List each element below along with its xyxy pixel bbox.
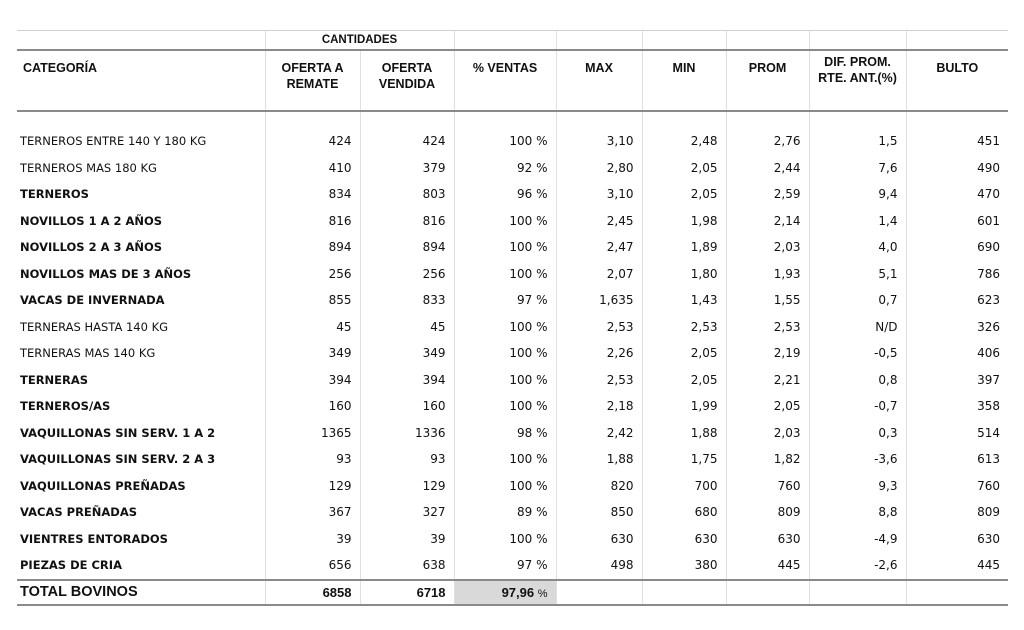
- cell-vendida: 816: [360, 208, 454, 235]
- table-row: [17, 234, 1008, 261]
- cell-category: VACAS DE INVERNADA: [20, 293, 165, 308]
- cell-max: 2,07: [556, 261, 642, 288]
- cell-dif: N/D: [809, 314, 906, 341]
- cell-dif: 4,0: [809, 234, 906, 261]
- cell-vendida: 394: [360, 367, 454, 394]
- cell-bulto: 470: [906, 181, 1008, 208]
- cell-max: 2,53: [556, 367, 642, 394]
- cell-min: 2,53: [642, 314, 726, 341]
- cell-bulto: 601: [906, 208, 1008, 235]
- cell-bulto: 514: [906, 420, 1008, 447]
- cell-vendida: 1336: [360, 420, 454, 447]
- cell-vendida: 129: [360, 473, 454, 500]
- cell-dif: 7,6: [809, 155, 906, 182]
- cell-prom: 630: [726, 526, 809, 553]
- cell-min: 2,05: [642, 181, 726, 208]
- table-row: [17, 155, 1008, 182]
- cell-oferta: 816: [265, 208, 360, 235]
- cell-max: 3,10: [556, 181, 642, 208]
- cell-category: PIEZAS DE CRIA: [20, 558, 122, 573]
- table-row: [17, 473, 1008, 500]
- cell-prom: 445: [726, 552, 809, 580]
- cell-category: TERNERAS HASTA 140 KG: [20, 319, 169, 334]
- cell-min: 1,75: [642, 446, 726, 473]
- table-row: [17, 128, 1008, 155]
- cell-category: NOVILLOS 1 A 2 AÑOS: [20, 213, 163, 228]
- cell-category: VAQUILLONAS SIN SERV. 2 A 3: [20, 452, 216, 467]
- cell-category: NOVILLOS 2 A 3 AÑOS: [20, 240, 163, 255]
- cell-vendida: 894: [360, 234, 454, 261]
- cell-bulto: 358: [906, 393, 1008, 420]
- cell-max: 1,635: [556, 287, 642, 314]
- cell-bulto: 690: [906, 234, 1008, 261]
- cell-oferta: 129: [265, 473, 360, 500]
- col-header-min: MIN: [642, 50, 726, 111]
- cell-min: 630: [642, 526, 726, 553]
- cell-oferta: 349: [265, 340, 360, 367]
- cell-max: 2,45: [556, 208, 642, 235]
- cell-prom: 2,03: [726, 234, 809, 261]
- cell-dif: 0,8: [809, 367, 906, 394]
- cell-vendida: 803: [360, 181, 454, 208]
- cell-max: 850: [556, 499, 642, 526]
- cell-ventas: 97 %: [454, 287, 556, 314]
- cell-ventas: 100 %: [454, 314, 556, 341]
- cell-dif: -0,7: [809, 393, 906, 420]
- cattle-sales-table: [17, 30, 1008, 606]
- cell-category: TERNERAS MAS 140 KG: [20, 346, 156, 361]
- cell-category: VAQUILLONAS SIN SERV. 1 A 2: [20, 425, 216, 440]
- cell-vendida: 256: [360, 261, 454, 288]
- table-row: [17, 208, 1008, 235]
- col-header-oferta-vendida: OFERTA VENDIDA: [360, 50, 454, 111]
- cell-oferta: 894: [265, 234, 360, 261]
- cell-ventas: 96 %: [454, 181, 556, 208]
- cell-category: TERNEROS: [20, 187, 89, 202]
- cell-max: 1,88: [556, 446, 642, 473]
- table-row: [17, 261, 1008, 288]
- cell-ventas: 100 %: [454, 208, 556, 235]
- cell-oferta: 834: [265, 181, 360, 208]
- total-oferta-remate: 6858: [265, 580, 360, 605]
- cell-prom: 1,93: [726, 261, 809, 288]
- column-header-row: [17, 50, 1008, 111]
- cell-dif: 9,3: [809, 473, 906, 500]
- cell-vendida: 39: [360, 526, 454, 553]
- cell-max: 2,18: [556, 393, 642, 420]
- cell-prom: 2,59: [726, 181, 809, 208]
- cell-category: TERNEROS ENTRE 140 Y 180 KG: [20, 134, 207, 149]
- cell-vendida: 379: [360, 155, 454, 182]
- cell-bulto: 451: [906, 128, 1008, 155]
- cell-bulto: 397: [906, 367, 1008, 394]
- total-ventas-unit: %: [537, 587, 548, 600]
- cell-prom: 2,44: [726, 155, 809, 182]
- cell-category: VAQUILLONAS PREÑADAS: [20, 478, 186, 493]
- cell-prom: 2,05: [726, 393, 809, 420]
- cell-bulto: 613: [906, 446, 1008, 473]
- cell-dif: -2,6: [809, 552, 906, 580]
- cell-category: NOVILLOS MAS DE 3 AÑOS: [20, 266, 192, 281]
- cell-bulto: 406: [906, 340, 1008, 367]
- cell-vendida: 93: [360, 446, 454, 473]
- total-label: TOTAL BOVINOS: [17, 580, 265, 605]
- group-header-row: [17, 31, 1008, 51]
- cell-category: VIENTRES ENTORADOS: [20, 531, 168, 546]
- cell-oferta: 656: [265, 552, 360, 580]
- table-row: [17, 552, 1008, 580]
- cell-dif: 0,7: [809, 287, 906, 314]
- col-header-prom: PROM: [726, 50, 809, 111]
- col-header-ventas: % VENTAS: [454, 50, 556, 111]
- col-header-bulto: BULTO: [906, 50, 1008, 111]
- cell-oferta: 410: [265, 155, 360, 182]
- spacer-row: [17, 111, 1008, 128]
- cell-min: 1,88: [642, 420, 726, 447]
- cell-dif: 5,1: [809, 261, 906, 288]
- cell-ventas: 100 %: [454, 367, 556, 394]
- col-header-oferta-remate: OFERTA A REMATE: [265, 50, 360, 111]
- cell-bulto: 760: [906, 473, 1008, 500]
- col-header-categoria: CATEGORÍA: [17, 50, 265, 111]
- table-row: [17, 393, 1008, 420]
- cell-ventas: 97 %: [454, 552, 556, 580]
- cell-bulto: 630: [906, 526, 1008, 553]
- cell-bulto: 445: [906, 552, 1008, 580]
- cell-bulto: 326: [906, 314, 1008, 341]
- table-row: [17, 446, 1008, 473]
- table-row: [17, 181, 1008, 208]
- cell-min: 380: [642, 552, 726, 580]
- table-row: [17, 420, 1008, 447]
- cell-dif: 1,4: [809, 208, 906, 235]
- cell-min: 1,89: [642, 234, 726, 261]
- cell-min: 2,05: [642, 367, 726, 394]
- cell-bulto: 786: [906, 261, 1008, 288]
- cell-max: 2,26: [556, 340, 642, 367]
- cell-prom: 1,82: [726, 446, 809, 473]
- cell-prom: 2,03: [726, 420, 809, 447]
- cell-dif: 0,3: [809, 420, 906, 447]
- cell-prom: 2,19: [726, 340, 809, 367]
- cell-ventas: 89 %: [454, 499, 556, 526]
- cell-oferta: 256: [265, 261, 360, 288]
- cell-ventas: 100 %: [454, 261, 556, 288]
- cell-bulto: 809: [906, 499, 1008, 526]
- cell-prom: 2,53: [726, 314, 809, 341]
- cell-ventas: 100 %: [454, 234, 556, 261]
- table-row: [17, 499, 1008, 526]
- cell-ventas: 92 %: [454, 155, 556, 182]
- total-ventas: [454, 580, 556, 605]
- cell-oferta: 45: [265, 314, 360, 341]
- cell-vendida: 833: [360, 287, 454, 314]
- cell-min: 680: [642, 499, 726, 526]
- cell-oferta: 1365: [265, 420, 360, 447]
- cell-ventas: 100 %: [454, 340, 556, 367]
- total-ventas-value: 97,96: [501, 584, 535, 600]
- cell-ventas: 100 %: [454, 393, 556, 420]
- table-row: [17, 314, 1008, 341]
- cell-prom: 760: [726, 473, 809, 500]
- cell-ventas: 100 %: [454, 446, 556, 473]
- cell-prom: 2,76: [726, 128, 809, 155]
- cell-oferta: 39: [265, 526, 360, 553]
- cell-oferta: 160: [265, 393, 360, 420]
- cell-max: 2,80: [556, 155, 642, 182]
- cell-min: 1,98: [642, 208, 726, 235]
- cell-prom: 1,55: [726, 287, 809, 314]
- cell-vendida: 45: [360, 314, 454, 341]
- cell-category: TERNEROS/AS: [20, 399, 111, 414]
- cell-max: 2,53: [556, 314, 642, 341]
- cell-dif: 8,8: [809, 499, 906, 526]
- cell-category: TERNERAS: [20, 372, 89, 387]
- cell-vendida: 349: [360, 340, 454, 367]
- cell-min: 2,05: [642, 340, 726, 367]
- cell-bulto: 490: [906, 155, 1008, 182]
- table-row: [17, 526, 1008, 553]
- cell-prom: 2,14: [726, 208, 809, 235]
- cell-oferta: 93: [265, 446, 360, 473]
- cell-vendida: 424: [360, 128, 454, 155]
- table-row: [17, 367, 1008, 394]
- cell-vendida: 327: [360, 499, 454, 526]
- col-header-max: MAX: [556, 50, 642, 111]
- cantidades-group-label: CANTIDADES: [265, 31, 454, 51]
- cell-ventas: 100 %: [454, 128, 556, 155]
- cell-min: 1,99: [642, 393, 726, 420]
- cell-ventas: 100 %: [454, 473, 556, 500]
- cell-oferta: 855: [265, 287, 360, 314]
- col-header-dif-prom: DIF. PROM. RTE. ANT.(%): [809, 50, 906, 111]
- cell-vendida: 638: [360, 552, 454, 580]
- total-row: [17, 580, 1008, 605]
- cell-prom: 2,21: [726, 367, 809, 394]
- cell-max: 2,42: [556, 420, 642, 447]
- cell-dif: -3,6: [809, 446, 906, 473]
- cell-ventas: 98 %: [454, 420, 556, 447]
- total-oferta-vendida: 6718: [360, 580, 454, 605]
- cell-dif: -4,9: [809, 526, 906, 553]
- table-row: [17, 340, 1008, 367]
- sales-table-sheet: [17, 30, 1008, 606]
- table-row: [17, 287, 1008, 314]
- cell-oferta: 394: [265, 367, 360, 394]
- cell-min: 1,80: [642, 261, 726, 288]
- cell-min: 2,05: [642, 155, 726, 182]
- cell-oferta: 367: [265, 499, 360, 526]
- cell-ventas: 100 %: [454, 526, 556, 553]
- cell-dif: 9,4: [809, 181, 906, 208]
- cell-category: TERNEROS MAS 180 KG: [20, 160, 157, 175]
- cell-max: 498: [556, 552, 642, 580]
- cell-max: 2,47: [556, 234, 642, 261]
- cell-category: VACAS PREÑADAS: [20, 505, 138, 520]
- cell-max: 820: [556, 473, 642, 500]
- cell-max: 3,10: [556, 128, 642, 155]
- cell-dif: 1,5: [809, 128, 906, 155]
- cell-oferta: 424: [265, 128, 360, 155]
- cell-dif: -0,5: [809, 340, 906, 367]
- cell-min: 2,48: [642, 128, 726, 155]
- cell-prom: 809: [726, 499, 809, 526]
- cell-min: 700: [642, 473, 726, 500]
- cell-max: 630: [556, 526, 642, 553]
- cell-vendida: 160: [360, 393, 454, 420]
- cell-bulto: 623: [906, 287, 1008, 314]
- cell-min: 1,43: [642, 287, 726, 314]
